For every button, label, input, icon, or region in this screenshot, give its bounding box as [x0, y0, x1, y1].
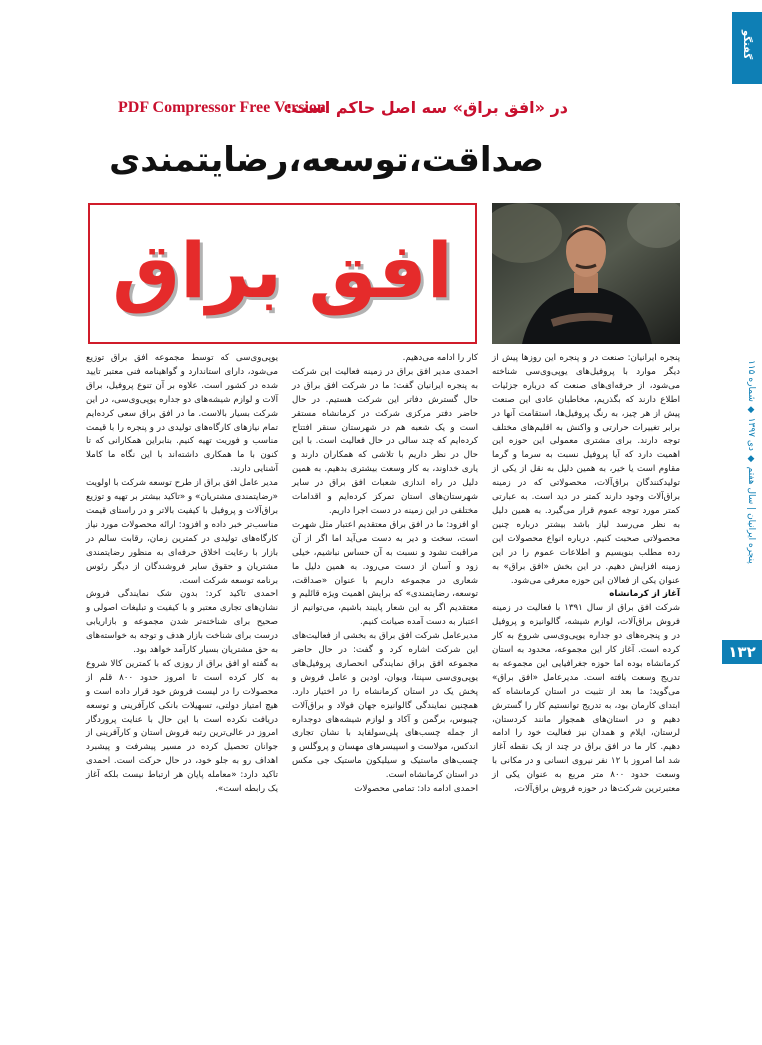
article-column-2: [292, 352, 478, 797]
paragraph: احمدی تاکید کرد: بدون شک نمایندگی فروش نشان‌های تجاری معتبر و با کیفیت و تبلیغات اصولی و صحیح برای شناخته‌تر شدن مجموعه و بازاریابی درست برای شناخت بازار هدف و توجه به خواسته‌های به حق مشتریان بسیار کارآمد خواهد بود.: [86, 589, 278, 656]
kicker-row: [118, 98, 568, 122]
paragraph: احمدی ادامه داد: تمامی محصولات: [354, 784, 478, 795]
paragraph: کار را ادامه می‌دهیم.: [402, 353, 478, 363]
company-logo-box: [88, 203, 477, 344]
paragraph: یوپی‌وی‌سی که توسط مجموعه افق براق توزیع می‌شود، دارای استاندارد و گواهینامه فنی معتبر تایید شده در کشور است. علاوه بر آن تنوع پروفیل، براق آلات و لوازم شیشه‌های دو جداره یوپی‌وی‌سی، در این شرکت بسیار بالاست. ما در افق براق سعی کرده‌ایم تمام نیازهای کارگاه‌های تولیدی در و پنجره را با قیمت مناسب و فوریت تهیه کنیم. بنابراین همکارانی که تا کنون با ما همکاری داشته‌اند با این نگاه ما کاملا آشنایی دارند.: [86, 353, 278, 475]
paragraph: مدیرعامل شرکت افق براق به بخشی از فعالیت‌های این شرکت اشاره کرد و گفت: در حال حاضر مجموعه افق براق نمایندگی انحصاری پروفیل‌های یوپی‌وی‌سی سپنتا، ویوان، اودین و عامل فروش و پخش یک در استان کرمانشاه را در اختیار دارد. همچنین نمایندگی گالوانیزه جهان فولاد و براق‌آلات چیبوس، برگمن و آکاد و لوازم شیشه‌های دوجداره از جمله چسب‌های پلی‌سولفاید با نشان تجاری اندکس، مولاست و اسپیسرهای مهسان و پروگلس و چسب‌های ماستیک و سیلیکون ماستیک جی مکس در استان کرمانشاه است.: [292, 631, 478, 781]
headline: صداقت،توسعه،رضایتمندی: [109, 140, 544, 180]
paragraph: احمدی مدیر افق براق در زمینه فعالیت این شرکت به پنجره ایرانیان گفت: ما در شرکت افق براق در حال گسترش دفاتر این شرکت هستیم. در حال حاضر دفتر مرکزی شرکت در کرمانشاه مستقر است و یک شعبه هم در شهرستان سنقر افتتاح کرده‌ایم که چند سالی در حال فعالیت است. با این حال در نظر داریم با تلاشی که همکاران دارند و یاری خداوند، به کار وسعت بیشتری بدهیم. به همین دلیل در راه اندازی شعبات افق براق در سایر شهرستان‌های استان تمرکز کرده‌ایم و اقدامات مختلفی در این زمینه در دست اجرا داریم.: [292, 366, 478, 516]
article-column-1: [492, 352, 680, 797]
section-tab-label: گفتگو: [741, 30, 752, 60]
subheading: آغاز از کرمانشاه: [609, 589, 680, 600]
watermark-text: PDF Compressor Free Version: [118, 99, 326, 116]
issue-spine-text: پنجره ایرانیان | سال هفتم ◆ دی ۱۳۹۷ ◆ شماره ۱۱۵: [746, 360, 756, 564]
portrait-photo: [492, 203, 680, 344]
portrait-photo-icon: [492, 203, 680, 344]
paragraph: به گفته او افق براق از روزی که با کمترین کالا شروع به کار کرده است تا امروز حدود ۸۰۰ قلم از محصولات را در لیست فروش خود قرار داده است و هیچ امتیاز دولتی، تسهیلات بانکی کارآفرینی و توسعه دریافت نکرده است با این حال با عنایت پروردگار امروز در عالی‌ترین رتبه فروش استان و کارآفرینی از جوانان تحصیل کرده در مسیر پیشرفت و پیشبرد اهداف رو به جلو خود، در حال حرکت است. احمدی تاکید دارد: «معامله پایان هر ارتباط نیست بلکه آغاز یک رابطه است».: [86, 658, 278, 795]
section-tab: [732, 12, 762, 84]
company-logo: افق براق: [112, 226, 453, 315]
paragraph: شرکت افق براق از سال ۱۳۹۱ با فعالیت در زمینه فروش براق‌آلات، لوازم شیشه، گالوانیزه و پروفیل در و پنجره‌های دو جداره یوپی‌وی‌سی شروع به کار کرده است. آغاز کار این مجموعه، محدود به استان کرمانشاه بوده اما حوزه جغرافیایی این مجموعه به تدریج وسعت یافته است. مدیرعامل «افق براق» می‌گوید: ما بعد از تثبیت در استان کرمانشاه که ابتدای کارمان بود، به تدریج توانستیم کار را گسترش دهیم و در استان‌های همجوار مانند کردستان، لرستان، ایلام و همدان نیز فعالیت خود را ادامه دهیم. کار ما در افق براق در چند از یک نقطه آغاز شد اما امروز با ۱۲ نفر نیروی انسانی و در مکانی با وسعت حدود ۸۰۰ متر مربع به عنوان یکی از معتبرترین شرکت‌ها در حوزه فروش براق‌آلات،: [492, 603, 681, 795]
paragraph: او افزود: ما در افق براق معتقدیم اعتبار مثل شهرت است، سخت و دیر به دست می‌آید اما اگر از آن مراقبت نشود و نسبت به آن حساس نباشیم، خیلی زود و آسان از دست می‌رود. به همین دلیل ما شعاری در مجموعه داریم با عنوان «صداقت، توسعه، رضایتمندی» که برایش اهمیت ویژه قائلیم و معتقدیم اگر به این شعار پایبند باشیم، می‌توانیم از اعتبار به دست آمده صیانت کنیم.: [292, 519, 478, 628]
paragraph: پنجره ایرانیان: صنعت در و پنجره این روزها پیش از دیگر موارد با پروفیل‌های یوپی‌وی‌سی شناخته می‌شود، از حرفه‌ای‌های صنعت که درباره جزئیات اطلاع دارند که بگذریم، مخاطبان عادی این صنعت پیش از هر چیز، به رنگ پروفیل‌ها، استقامت آنها در برابر تغییرات حرارتی و واکنش به اقلیم‌های مختلف توجه دارند. برای مشتری معمولی این حوزه این اهمیت دارد که آیا پروفیل نسبت به سرما و گرما مقاوم است یا خیر، به همین دلیل به نقل از یکی از تولیدکنندگان براق‌آلات، محصولاتی که در زمینه براق‌آلات وجود دارند کمتر در دید است. به عبارتی کمتر مورد توجه عموم قرار می‌گیرد. به همین دلیل به نظر می‌رسد لیاز باشد بیشتر درباره چنین محصولاتی صحبت کنیم. درباره انواع محصولات این رده مطلب بنویسیم و اطلاعات عموم را در این زمینه افزایش دهیم. در این بخش «افق براق» به عنوان یکی از فعالان این حوزه معرفی می‌شود.: [492, 353, 680, 586]
page-number: ۱۳۲: [722, 640, 762, 664]
article-column-3: [86, 352, 278, 797]
kicker-text: در «افق براق» سه اصل حاکم است:: [285, 98, 568, 117]
paragraph: مدیر عامل افق براق از طرح توسعه شرکت با اولویت «رضایتمندی مشتریان» و «تاکید بیشتر بر تهیه و توزیع براق‌آلات و پروفیل با کیفیت بالاتر و در راستای قیمت مناسب‌تر خبر داده و افزود: ارائه محصولات مورد نیاز کارگاه‌های تولیدی در کمترین زمان، رقابت سالم در بازار با رعایت اخلاق حرفه‌ای به منظور رضایتمندی مشتریان و حقوق سایر فروشندگان از دیگر رئوس برنامه توسعه شرکت است.: [86, 478, 278, 586]
